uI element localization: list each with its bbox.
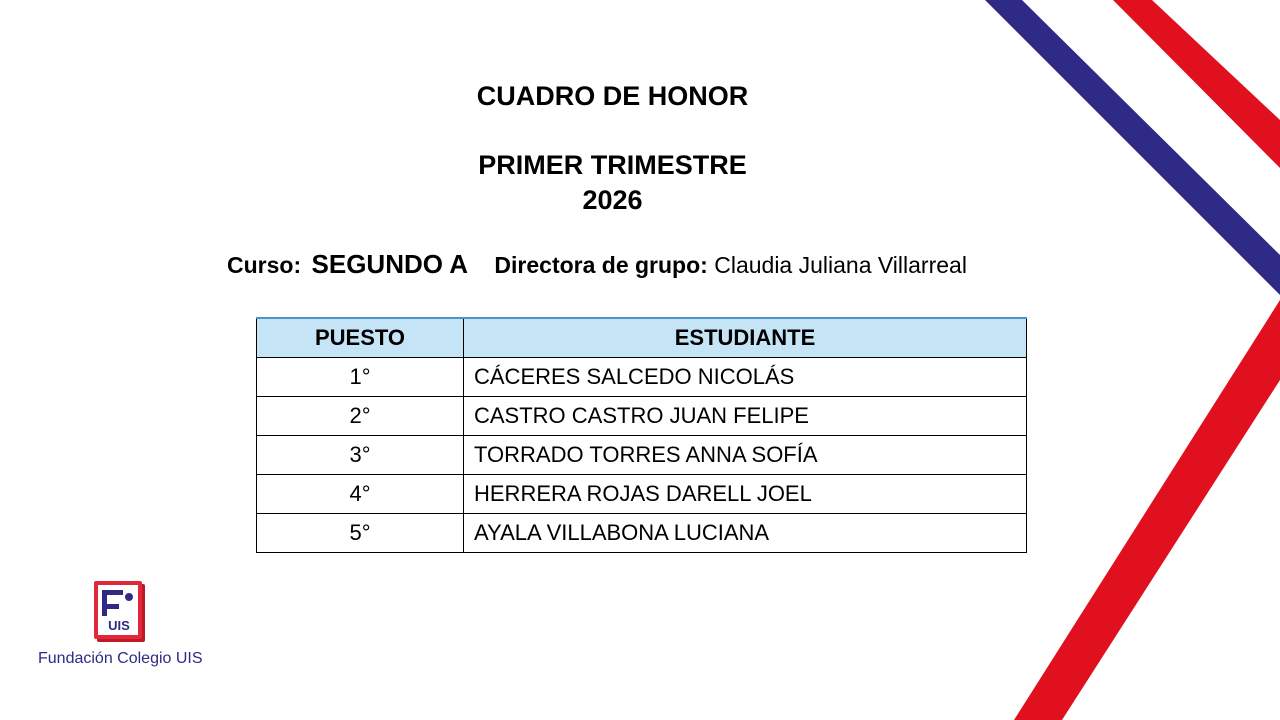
table-row: [257, 358, 1027, 397]
honor-table: [256, 317, 1027, 553]
student-cell: HERRERA ROJAS DARELL JOEL: [464, 475, 1027, 514]
position-cell: 5°: [257, 514, 464, 553]
student-cell: CASTRO CASTRO JUAN FELIPE: [464, 397, 1027, 436]
student-cell: TORRADO TORRES ANNA SOFÍA: [464, 436, 1027, 475]
position-cell: 3°: [257, 436, 464, 475]
period-title: PRIMER TRIMESTRE: [478, 150, 747, 180]
table-row: [257, 436, 1027, 475]
course-info: [227, 248, 967, 280]
course-label: Curso:: [227, 252, 302, 278]
colegio-uis-logo-icon: [93, 580, 149, 646]
position-cell: 2°: [257, 397, 464, 436]
table-row: [257, 397, 1027, 436]
position-cell: 4°: [257, 475, 464, 514]
position-cell: 1°: [257, 358, 464, 397]
student-cell: CÁCERES SALCEDO NICOLÁS: [464, 358, 1027, 397]
table-row: [257, 475, 1027, 514]
table-row: [257, 514, 1027, 553]
course-value: SEGUNDO A: [311, 249, 469, 279]
director-label: Directora de grupo:: [494, 252, 708, 278]
red-stripe-bottom: [1014, 300, 1280, 720]
page-title: CUADRO DE HONOR: [476, 81, 749, 111]
director-name: Claudia Juliana Villarreal: [714, 252, 967, 278]
year-title: 2026: [582, 185, 643, 215]
table-header-row: [257, 318, 1027, 358]
svg-text:UIS: UIS: [108, 618, 130, 633]
column-header-student: ESTUDIANTE: [464, 318, 1027, 358]
org-name: Fundación Colegio UIS: [38, 650, 203, 667]
column-header-position: PUESTO: [257, 318, 464, 358]
student-cell: AYALA VILLABONA LUCIANA: [464, 514, 1027, 553]
